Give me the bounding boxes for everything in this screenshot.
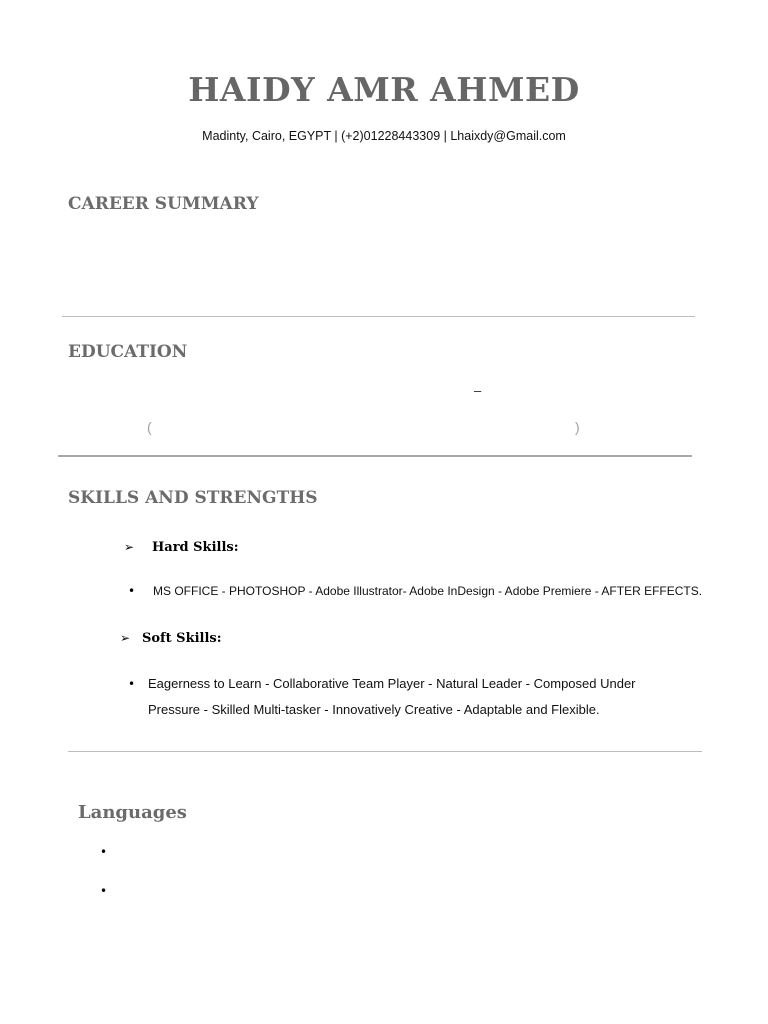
bullet-icon: • bbox=[128, 584, 136, 598]
arrow-bullet-icon: ➢ bbox=[124, 540, 135, 554]
language-bullet-icon: • bbox=[100, 845, 108, 859]
resume-name: HAIDY AMR AHMED bbox=[188, 70, 580, 109]
education-open-paren: ( bbox=[147, 419, 152, 435]
languages-heading: Languages bbox=[78, 802, 187, 823]
skills-heading: SKILLS AND STRENGTHS bbox=[68, 488, 318, 508]
section-divider bbox=[68, 751, 702, 752]
education-close-paren: ) bbox=[575, 419, 580, 435]
soft-skills-list: Eagerness to Learn - Collaborative Team Player - Natural Leader - Composed Under Pressure - Skilled Multi-tasker - Innovatively Creative - Adaptable and Flexible. bbox=[148, 676, 636, 717]
contact-line: Madinty, Cairo, EGYPT | (+2)01228443309 | Lhaixdy@Gmail.com bbox=[202, 129, 566, 143]
section-divider bbox=[62, 316, 695, 317]
arrow-bullet-icon: ➢ bbox=[120, 631, 131, 645]
bullet-icon: • bbox=[128, 677, 136, 691]
soft-skills-label: Soft Skills: bbox=[142, 631, 222, 646]
language-bullet-icon: • bbox=[100, 884, 108, 898]
education-heading: EDUCATION bbox=[68, 342, 188, 362]
section-divider bbox=[58, 455, 692, 457]
education-dash: – bbox=[474, 383, 482, 398]
hard-skills-list: MS OFFICE - PHOTOSHOP - Adobe Illustrator- Adobe InDesign - Adobe Premiere - AFTER EFFECTS. bbox=[153, 584, 703, 598]
hard-skills-label: Hard Skills: bbox=[152, 540, 239, 555]
career-summary-heading: CAREER SUMMARY bbox=[68, 194, 259, 214]
